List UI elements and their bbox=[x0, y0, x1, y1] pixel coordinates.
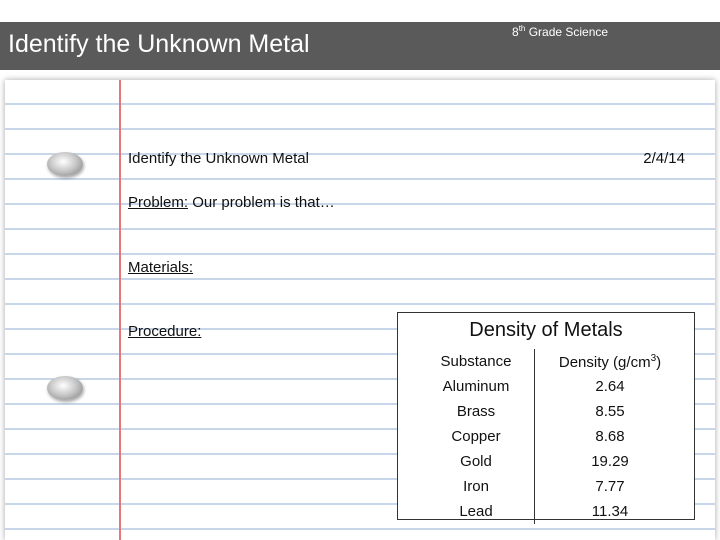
density-table bbox=[418, 349, 685, 524]
table-row bbox=[418, 399, 685, 424]
cell-substance: Copper bbox=[418, 424, 535, 449]
margin-line bbox=[119, 80, 121, 540]
table-row bbox=[418, 424, 685, 449]
header-density-exponent: 3 bbox=[650, 352, 657, 364]
cell-density: 8.55 bbox=[595, 403, 625, 420]
grade-number: 8 bbox=[512, 25, 519, 39]
punch-hole-icon bbox=[47, 376, 83, 400]
title-bar bbox=[0, 22, 720, 70]
cell-substance: Lead bbox=[418, 499, 535, 524]
cell-density: 19.29 bbox=[591, 453, 629, 470]
punch-hole-icon bbox=[47, 152, 83, 176]
table-body bbox=[418, 374, 685, 524]
cell-substance: Gold bbox=[418, 449, 535, 474]
density-table-box bbox=[397, 312, 695, 520]
cell-density: 7.77 bbox=[595, 478, 625, 495]
grade-subject: Grade Science bbox=[525, 25, 609, 39]
table-header-row bbox=[418, 349, 685, 374]
header-substance: Substance bbox=[418, 349, 535, 374]
problem-text: Our problem is that… bbox=[188, 194, 335, 211]
table-row bbox=[418, 474, 685, 499]
table-row bbox=[418, 374, 685, 399]
table-title: Density of Metals bbox=[469, 319, 623, 341]
header-density-text: Density (g/cm bbox=[558, 353, 651, 371]
cell-density: 8.68 bbox=[595, 428, 625, 445]
cell-substance: Iron bbox=[418, 474, 535, 499]
notebook-paper bbox=[5, 80, 715, 540]
grade-ordinal: th bbox=[518, 24, 526, 33]
notebook-date: 2/4/14 bbox=[643, 150, 685, 167]
slide-title: Identify the Unknown Metal bbox=[8, 30, 310, 58]
table-row bbox=[418, 449, 685, 474]
table-row bbox=[418, 499, 685, 524]
grade-label bbox=[512, 24, 608, 39]
problem-label: Problem: bbox=[128, 194, 189, 211]
procedure-label: Procedure: bbox=[128, 323, 202, 340]
problem-line bbox=[128, 194, 335, 211]
cell-substance: Brass bbox=[418, 399, 535, 424]
cell-density: 11.34 bbox=[591, 503, 629, 520]
header-density-close: ) bbox=[656, 353, 662, 371]
header-density bbox=[535, 349, 686, 374]
notebook-title: Identify the Unknown Metal bbox=[128, 150, 309, 167]
cell-density: 2.64 bbox=[595, 378, 625, 395]
cell-substance: Aluminum bbox=[418, 374, 535, 399]
materials-label: Materials: bbox=[128, 259, 194, 276]
